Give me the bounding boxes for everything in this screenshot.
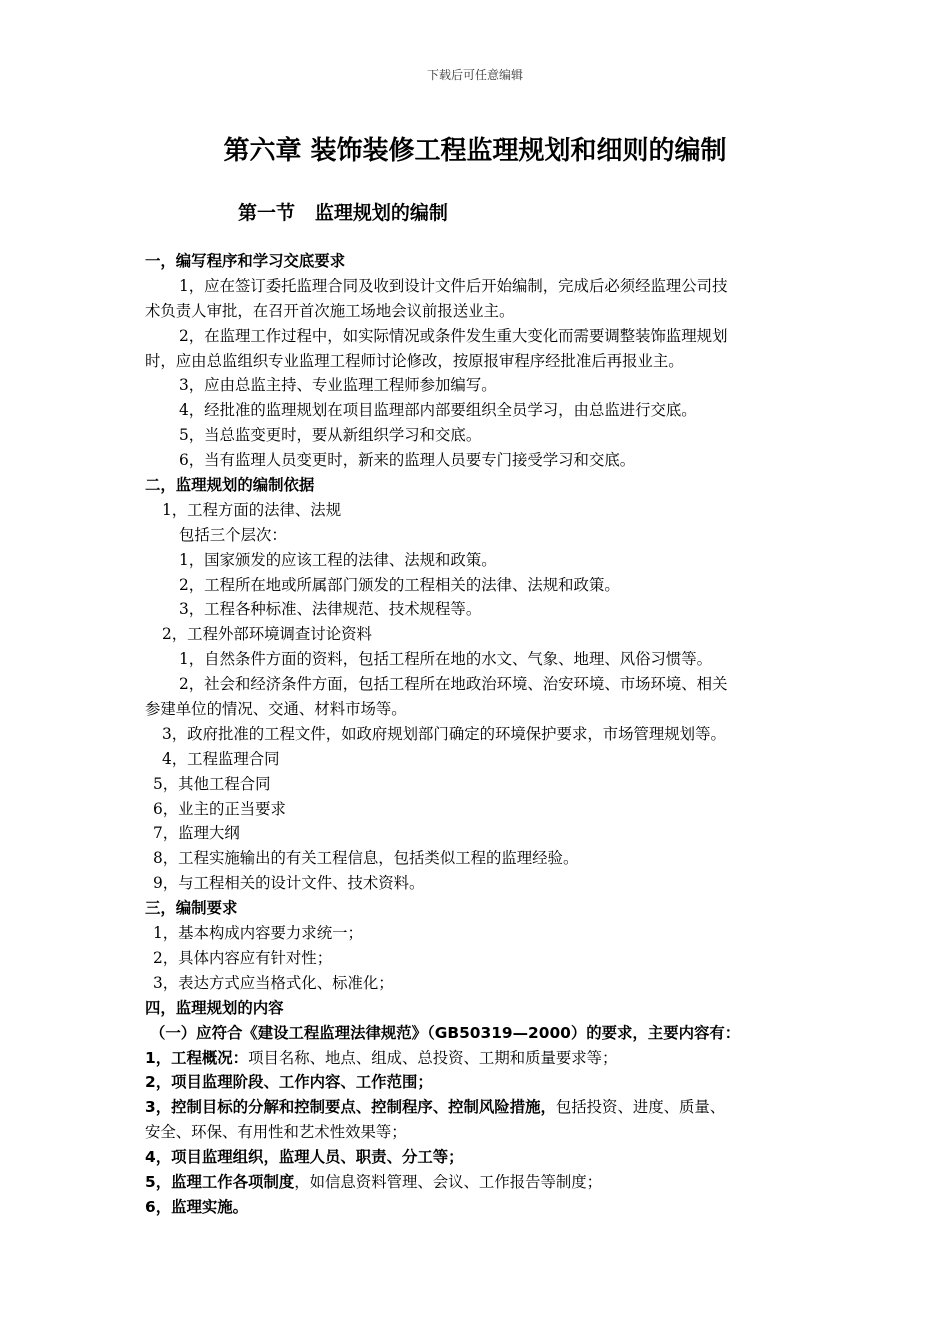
paragraph: 6，当有监理人员变更时，新来的监理人员要专门接受学习和交底。 — [179, 451, 636, 470]
list-item: 9，与工程相关的设计文件、技术资料。 — [153, 874, 425, 893]
item-text: ，如信息资料管理、会议、工作报告等制度； — [294, 1172, 603, 1191]
paragraph: 4，经批准的监理规划在项目监理部内部要组织全员学习，由总监进行交底。 — [179, 401, 697, 420]
paragraph: 3，应由总监主持、专业监理工程师参加编写。 — [179, 376, 497, 395]
item-label: 3，控制目标的分解和控制要点、控制程序、控制风险措施， — [145, 1098, 556, 1117]
sub-heading: （一）应符合《建设工程监理法律规范》（GB50319—2000）的要求，主要内容有： — [150, 1023, 741, 1042]
list-item: 参建单位的情况、交通、材料市场等。 — [145, 700, 407, 719]
paragraph: 1，应在签订委托监理合同及收到设计文件后开始编制，完成后必须经监理公司技 — [179, 276, 728, 295]
list-item: 4，项目监理组织，监理人员、职责、分工等； — [145, 1148, 464, 1167]
list-item: 6，监理实施。 — [145, 1197, 249, 1216]
list-item: 1，自然条件方面的资料，包括工程所在地的水文、气象、地理、风俗习惯等。 — [179, 650, 713, 669]
list-item: 3，政府批准的工程文件，如政府规划部门确定的环境保护要求，市场管理规划等。 — [162, 724, 726, 743]
list-item — [145, 1046, 807, 1071]
header-note: 下载后可任意编辑 — [426, 68, 523, 82]
list-item: 3，表达方式应当格式化、标准化； — [153, 973, 394, 992]
item-label: 1，工程概况： — [145, 1048, 249, 1067]
list-item: 8，工程实施输出的有关工程信息，包括类似工程的监理经验。 — [153, 849, 579, 868]
list-item: 1，国家颁发的应该工程的法律、法规和政策。 — [179, 550, 497, 569]
item-text: 项目名称、地点、组成、总投资、工期和质量要求等； — [248, 1048, 618, 1067]
section-title: 第一节 监理规划的编制 — [238, 202, 448, 224]
paragraph: 术负责人审批，在召开首次施工场地会议前报送业主。 — [145, 301, 515, 320]
paragraph: 5，当总监变更时，要从新组织学习和交底。 — [179, 426, 482, 445]
list-item: 6，业主的正当要求 — [153, 799, 286, 818]
list-item — [145, 1170, 807, 1195]
heading-basis: 二，监理规划的编制依据 — [145, 476, 315, 495]
paragraph: 2，在监理工作过程中，如实际情况或条件发生重大变化而需要调整装饰监理规划 — [179, 326, 728, 345]
list-item: 1，基本构成内容要力求统一； — [153, 924, 363, 943]
heading-requirements: 三，编制要求 — [145, 899, 238, 918]
paragraph: 时，应由总监组织专业监理工程师讨论修改，按原报审程序经批准后再报业主。 — [145, 351, 684, 370]
heading-writing-procedure: 一，编写程序和学习交底要求 — [145, 252, 346, 270]
heading-contents: 四，监理规划的内容 — [145, 998, 284, 1017]
item-label: 5，监理工作各项制度 — [145, 1172, 295, 1191]
list-item: 1，工程方面的法律、法规 — [162, 500, 342, 519]
list-item: 包括三个层次： — [179, 525, 287, 544]
list-item-continued: 安全、环保、有用性和艺术性效果等； — [145, 1123, 407, 1142]
list-item: 5，其他工程合同 — [153, 774, 271, 793]
list-item: 3，工程各种标准、法律规范、技术规程等。 — [179, 600, 482, 619]
list-item — [145, 1095, 807, 1120]
list-item: 2，项目监理阶段、工作内容、工作范围； — [145, 1073, 433, 1092]
item-text: 包括投资、进度、质量、 — [555, 1098, 726, 1117]
list-item: 2，工程所在地或所属部门颁发的工程相关的法律、法规和政策。 — [179, 575, 620, 594]
chapter-title: 第六章 装饰装修工程监理规划和细则的编制 — [223, 136, 727, 166]
list-item: 2，工程外部环境调查讨论资料 — [162, 625, 372, 644]
list-item: 4，工程监理合同 — [162, 749, 280, 768]
list-item: 2，社会和经济条件方面，包括工程所在地政治环境、治安环境、市场环境、相关 — [179, 675, 728, 694]
list-item: 2，具体内容应有针对性； — [153, 948, 333, 967]
list-item: 7，监理大纲 — [153, 824, 240, 843]
body-text — [145, 249, 807, 1220]
